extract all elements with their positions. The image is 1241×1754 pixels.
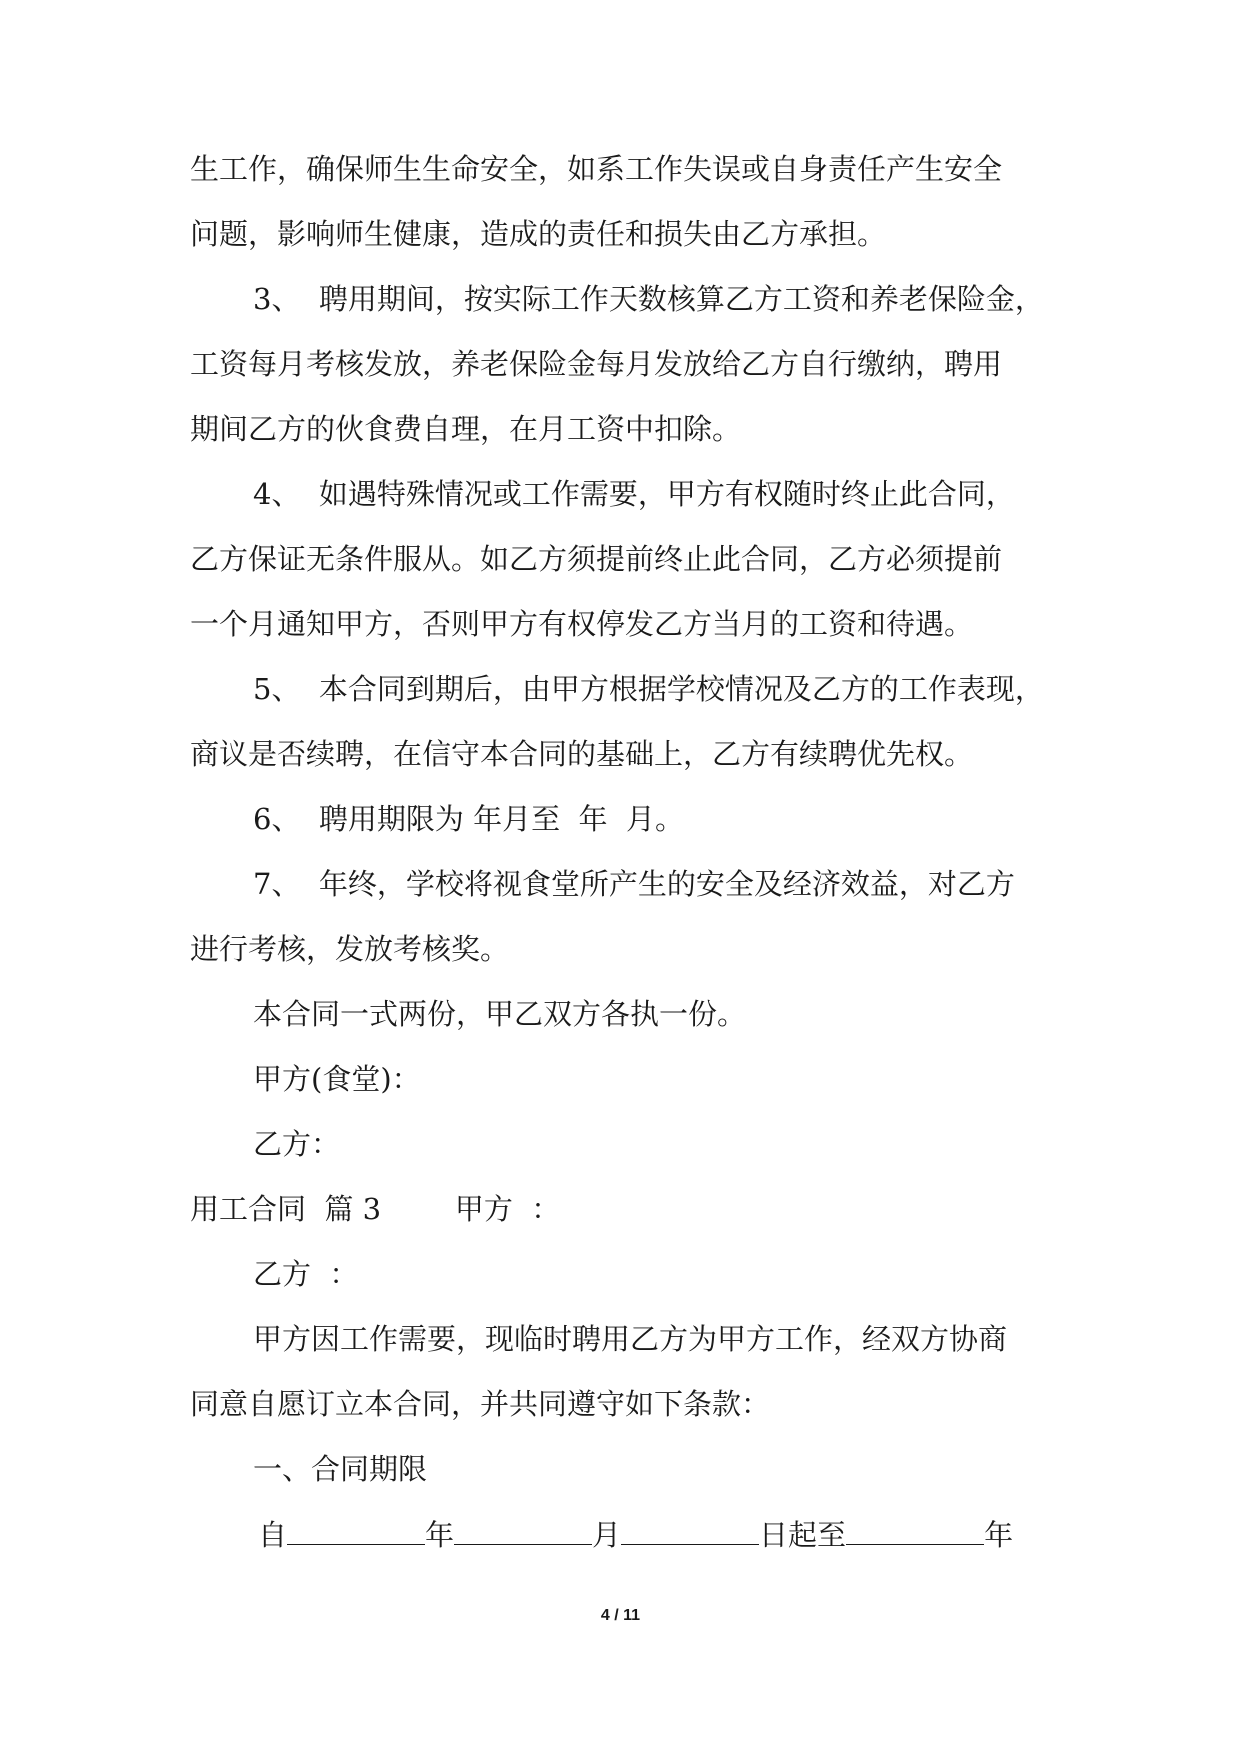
date-year-end-label: 年	[984, 1518, 1014, 1552]
blank-field	[454, 1514, 592, 1545]
blank-field	[846, 1514, 984, 1545]
text-line: 工资每月考核发放，养老保险金每月发放给乙方自行缴纳，聘用	[190, 347, 1003, 381]
blank-field	[621, 1514, 759, 1545]
text-line: 同意自愿订立本合同，并共同遵守如下条款：	[190, 1387, 771, 1421]
text-line: 生工作，确保师生生命安全，如系工作失误或自身责任产生安全	[190, 152, 1003, 186]
party-a-label: 甲方(食堂)：	[253, 1062, 421, 1096]
text-line: 期间乙方的伙食费自理，在月工资中扣除。	[190, 412, 742, 446]
copies-statement: 本合同一式两份，甲乙双方各执一份。	[253, 997, 747, 1031]
text-line: 商议是否续聘，在信守本合同的基础上，乙方有续聘优先权。	[190, 737, 974, 771]
blank-field	[287, 1514, 425, 1545]
text-line: 乙方保证无条件服从。如乙方须提前终止此合同，乙方必须提前	[190, 542, 1003, 576]
date-year-label: 年	[425, 1518, 455, 1552]
clause-5: 5、 本合同到期后，由甲方根据学校情况及乙方的工作表现，	[253, 672, 1044, 706]
date-prefix: 自	[258, 1518, 288, 1552]
date-month-label: 月	[592, 1518, 622, 1552]
article-heading: 一、合同期限	[253, 1452, 428, 1486]
party-b-label: 乙方 ：	[253, 1257, 359, 1291]
contract-period-line	[258, 1514, 1013, 1555]
clause-4: 4、 如遇特殊情况或工作需要，甲方有权随时终止此合同，	[253, 477, 1015, 511]
text-line: 一个月通知甲方，否则甲方有权停发乙方当月的工资和待遇。	[190, 607, 974, 641]
clause-7: 7、 年终，学校将视食堂所产生的安全及经济效益，对乙方	[253, 867, 1015, 901]
page-number: 4 / 11	[600, 1607, 641, 1624]
clause-6: 6、 聘用期限为 年月至 年 月。	[253, 802, 684, 836]
text-line: 进行考核，发放考核奖。	[190, 932, 510, 966]
date-day-label: 日起至	[759, 1518, 847, 1552]
party-b-label: 乙方：	[253, 1127, 341, 1161]
text-line: 甲方因工作需要，现临时聘用乙方为甲方工作，经双方协商	[253, 1322, 1008, 1356]
text-line: 问题，影响师生健康，造成的责任和损失由乙方承担。	[190, 217, 887, 251]
section-heading: 用工合同 篇 3 甲方 ：	[190, 1192, 561, 1226]
clause-3: 3、 聘用期间，按实际工作天数核算乙方工资和养老保险金，	[253, 282, 1044, 316]
